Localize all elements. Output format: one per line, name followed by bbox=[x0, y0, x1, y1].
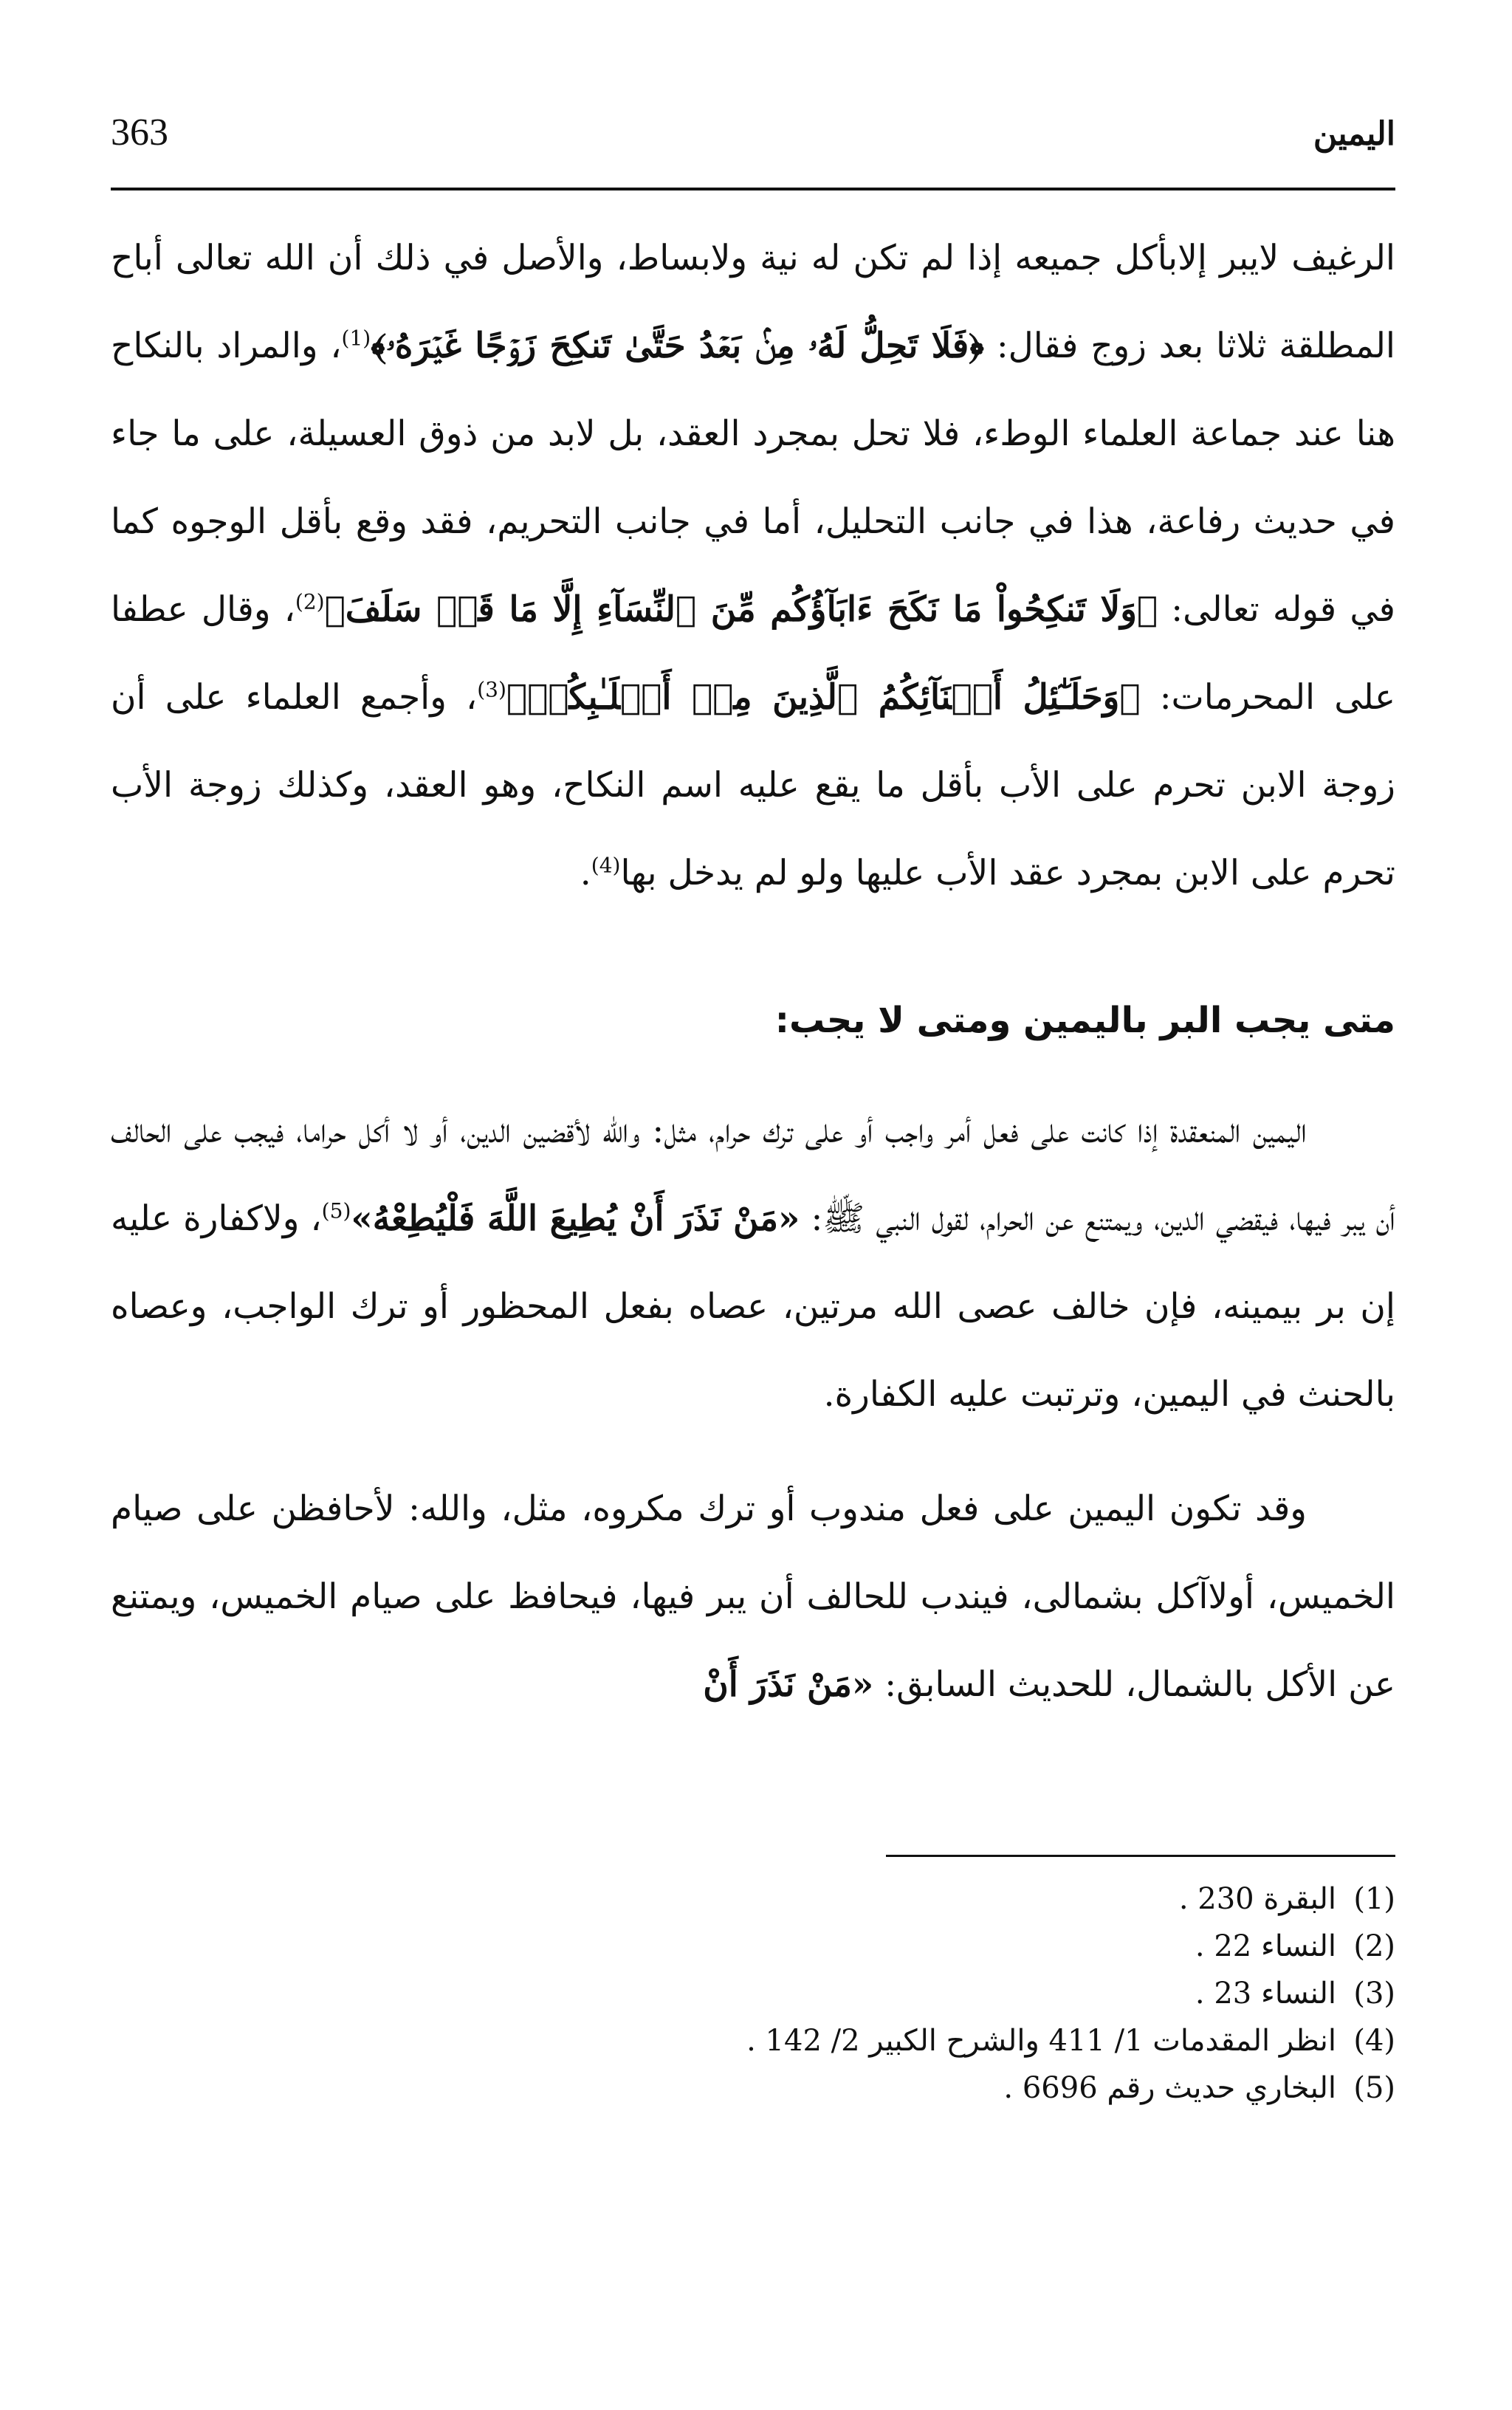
footnote-number: (2) bbox=[1353, 1929, 1395, 1963]
paragraph-1 bbox=[111, 214, 1395, 917]
spacer bbox=[111, 1438, 1395, 1465]
footnote-item bbox=[111, 2017, 1395, 2064]
hadith-quote: «مَنْ نَذَرَ أَنْ bbox=[703, 1664, 874, 1705]
footnote-ref: (1) bbox=[341, 326, 371, 351]
quran-quote: ﴿وَحَلَـٰٓئِلُ أَبۡنَآئِكُمُ ٱلَّذِينَ مِنۡ أَصۡلَـٰبِكُمۡ﴾ bbox=[506, 677, 1141, 718]
footnote-text: البقرة 230 . bbox=[1178, 1882, 1336, 1916]
footnote-ref: (4) bbox=[591, 853, 621, 878]
paragraph-3 bbox=[111, 1465, 1395, 1728]
book-page bbox=[111, 0, 1395, 2410]
paragraph-text: الرغيف لايبر إلابأكل جميعه إذا لم تكن له نية ولابساط، والأصل في ذلك أن الله تعالى أباح المطلقة ثلاثا بعد زوج فقال: bbox=[111, 238, 1395, 366]
hadith-quote: «مَنْ نَذَرَ أَنْ يُطِيعَ اللَّهَ فَلْيُطِعْهُ» bbox=[351, 1198, 800, 1239]
paragraph-text: . bbox=[580, 853, 591, 893]
footnote-item bbox=[111, 1875, 1395, 1923]
spacer bbox=[111, 917, 1395, 983]
footnote-item bbox=[111, 2064, 1395, 2112]
paragraph-2 bbox=[111, 1087, 1395, 1438]
quran-quote: ﴿فَلَا تَحِلُّ لَهُۥ مِنۢ بَعۡدُ حَتَّىٰ تَنكِحَ زَوۡجًا غَيۡرَهُۥ﴾ bbox=[371, 326, 984, 366]
running-title: اليمين bbox=[1313, 115, 1395, 153]
paragraph-text: اليمين المنعقدة إذا كانت على فعل أمر واجب أو على ترك حرام، مثل: والله لأقضين الدين، أو لا أكل حراما، فيجب على الحالف أن يبر فيها، فيقضي الدين، ويمتنع عن الحرام، لقول النبي ﷺ: bbox=[111, 1110, 1395, 1239]
section-heading: متى يجب البر باليمين ومتى لا يجب: bbox=[774, 1000, 1395, 1041]
footnote-item bbox=[111, 1923, 1395, 1970]
paragraph-text: وقد تكون اليمين على فعل مندوب أو ترك مكروه، مثل، والله: لأحافظن على صيام الخميس، أولاآكل بشمالى، فيندب للحالف أن يبر فيها، فيحافظ على صيام الخميس، ويمتنع عن الأكل بالشمال، للحديث السابق: bbox=[111, 1489, 1395, 1705]
page-number: 363 bbox=[111, 111, 168, 154]
paragraph-text: ، ولاكفارة عليه إن بر بيمينه، فإن خالف عصى الله مرتين، عصاه بفعل المحظور أو ترك الواجب، وعصاه بالحنث في اليمين، وترتبت عليه الكفارة. bbox=[111, 1198, 1395, 1415]
footnote-ref: (5) bbox=[321, 1198, 351, 1223]
header-rule bbox=[111, 188, 1395, 190]
footnote-ref: (3) bbox=[477, 677, 506, 702]
paragraph-text: ، وأجمع العلماء على أن زوجة الابن تحرم على الأب بأقل ما يقع عليه اسم النكاح، وهو العقد، وكذلك زوجة الأب تحرم على الابن بمجرد عقد الأب عليها ولو لم يدخل بها bbox=[111, 677, 1395, 893]
footnote-number: (3) bbox=[1353, 1977, 1395, 2011]
footnote-number: (1) bbox=[1353, 1882, 1395, 1916]
paragraph-text: ، وقال عطفا على المحرمات: bbox=[111, 589, 1395, 718]
page-header bbox=[111, 111, 1395, 170]
footnote-rule bbox=[886, 1855, 1395, 1857]
quran-quote: ﴿وَلَا تَنكِحُواْ مَا نَكَحَ ءَابَآؤُكُم مِّنَ ٱلنِّسَآءِ إِلَّا مَا قَدۡ سَلَفَ﴾ bbox=[324, 589, 1158, 630]
paragraph-text: ، والمراد بالنكاح هنا عند جماعة العلماء الوطء، فلا تحل بمجرد العقد، بل لابد من ذوق العسيلة، على ما جاء في حديث رفاعة، هذا في جانب التحليل، أما في جانب التحريم، فقد وقع بأقل الوجوه كما في قوله تعالى: bbox=[111, 326, 1395, 630]
footnote-number: (4) bbox=[1353, 2024, 1395, 2058]
footnote-ref: (2) bbox=[295, 589, 325, 614]
footnote-text: النساء 22 . bbox=[1195, 1929, 1336, 1963]
footnote-text: البخاري حديث رقم 6696 . bbox=[1003, 2071, 1336, 2105]
footnote-text: النساء 23 . bbox=[1195, 1977, 1336, 2011]
footnote-text: انظر المقدمات 1/ 411 والشرح الكبير 2/ 142 . bbox=[746, 2024, 1336, 2058]
page-body bbox=[111, 214, 1395, 1728]
footnote-item bbox=[111, 1970, 1395, 2017]
footnote-number: (5) bbox=[1353, 2071, 1395, 2105]
footnotes-list bbox=[111, 1875, 1395, 2112]
